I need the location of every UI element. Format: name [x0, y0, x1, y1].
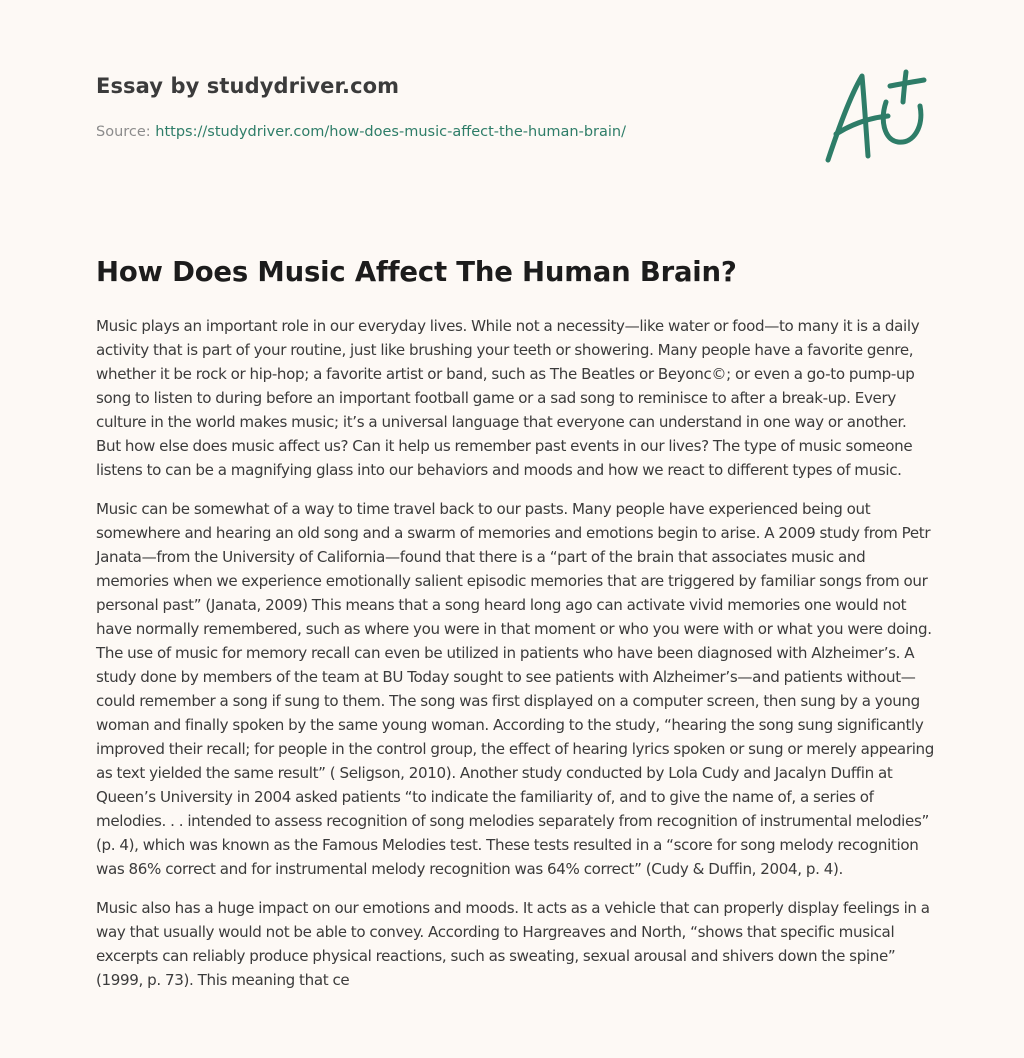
essay-body [96, 314, 934, 1007]
source-link[interactable]: https://studydriver.com/how-does-music-affect-the-human-brain/ [155, 124, 626, 140]
essay-paragraph: Music plays an important role in our everyday lives. While not a necessity—like water or food—to many it is a daily activity that is part of your routine, just like brushing your teeth or showering. Many people have a favorite genre, whether it be rock or hip-hop; a favorite artist or band, such as The Beatles or Beyonc©; or even a go-to pump-up song to listen to during before an important football game or a sad song to reminisce to after a break-up. Every culture in the world makes music; it’s a universal language that everyone can understand in one way or another. But how else does music affect us? Can it help us remember past events in our lives? The type of music someone listens to can be a magnifying glass into our behaviors and moods and how we react to different types of music. [96, 317, 920, 479]
essay-paragraph: Music can be somewhat of a way to time travel back to our pasts. Many people have experienced being out somewhere and hearing an old song and a swarm of memories and emotions begin to arise. A 2009 study from Petr Janata—from the University of California—found that there is a “part of the brain that associates music and memories when we experience emotionally salient episodic memories that are triggered by familiar songs from our personal past” (Janata, 2009) This means that a song heard long ago can activate vivid memories one would not have normally remembered, such as where you were in that moment or who you were with or what you were doing. The use of music for memory recall can even be utilized in patients who have been diagnosed with Alzheimer’s. A study done by members of the team at BU Today sought to see patients with Alzheimer’s—and patients without—could remember a song if sung to them. The song was first displayed on a computer screen, then sung by a young woman and finally spoken by the same young woman. According to the study, “hearing the song sung significantly improved their recall; for people in the control group, the effect of hearing lyrics spoken or sung or merely appearing as text yielded the same result” ( Seligson, 2010). Another study conducted by Lola Cudy and Jacalyn Duffin at Queen’s University in 2004 asked patients “to indicate the familiarity of, and to give the name of, a series of melodies. . . intended to assess recognition of song melodies separately from recognition of instrumental melodies” (p. 4), which was known as the Famous Melodies test. These tests resulted in a “score for song melody recognition was 86% correct and for instrumental melody recognition was 64% correct” (Cudy & Duffin, 2004, p. 4). [96, 500, 934, 878]
article-title: How Does Music Affect The Human Brain? [96, 256, 737, 288]
essay-paragraph: Music also has a huge impact on our emotions and moods. It acts as a vehicle that can properly display feelings in a way that usually would not be able to convey. According to Hargreaves and North, “shows that specific musical excerpts can reliably produce physical reactions, such as sweating, sexual arousal and shivers down the spine” (1999, p. 73). This meaning that ce [96, 899, 930, 989]
a-plus-grade-icon [822, 68, 930, 164]
site-title: Essay by studydriver.com [96, 74, 400, 98]
source-label: Source: [96, 124, 151, 140]
essay-header [96, 74, 716, 140]
source-line [96, 124, 716, 140]
